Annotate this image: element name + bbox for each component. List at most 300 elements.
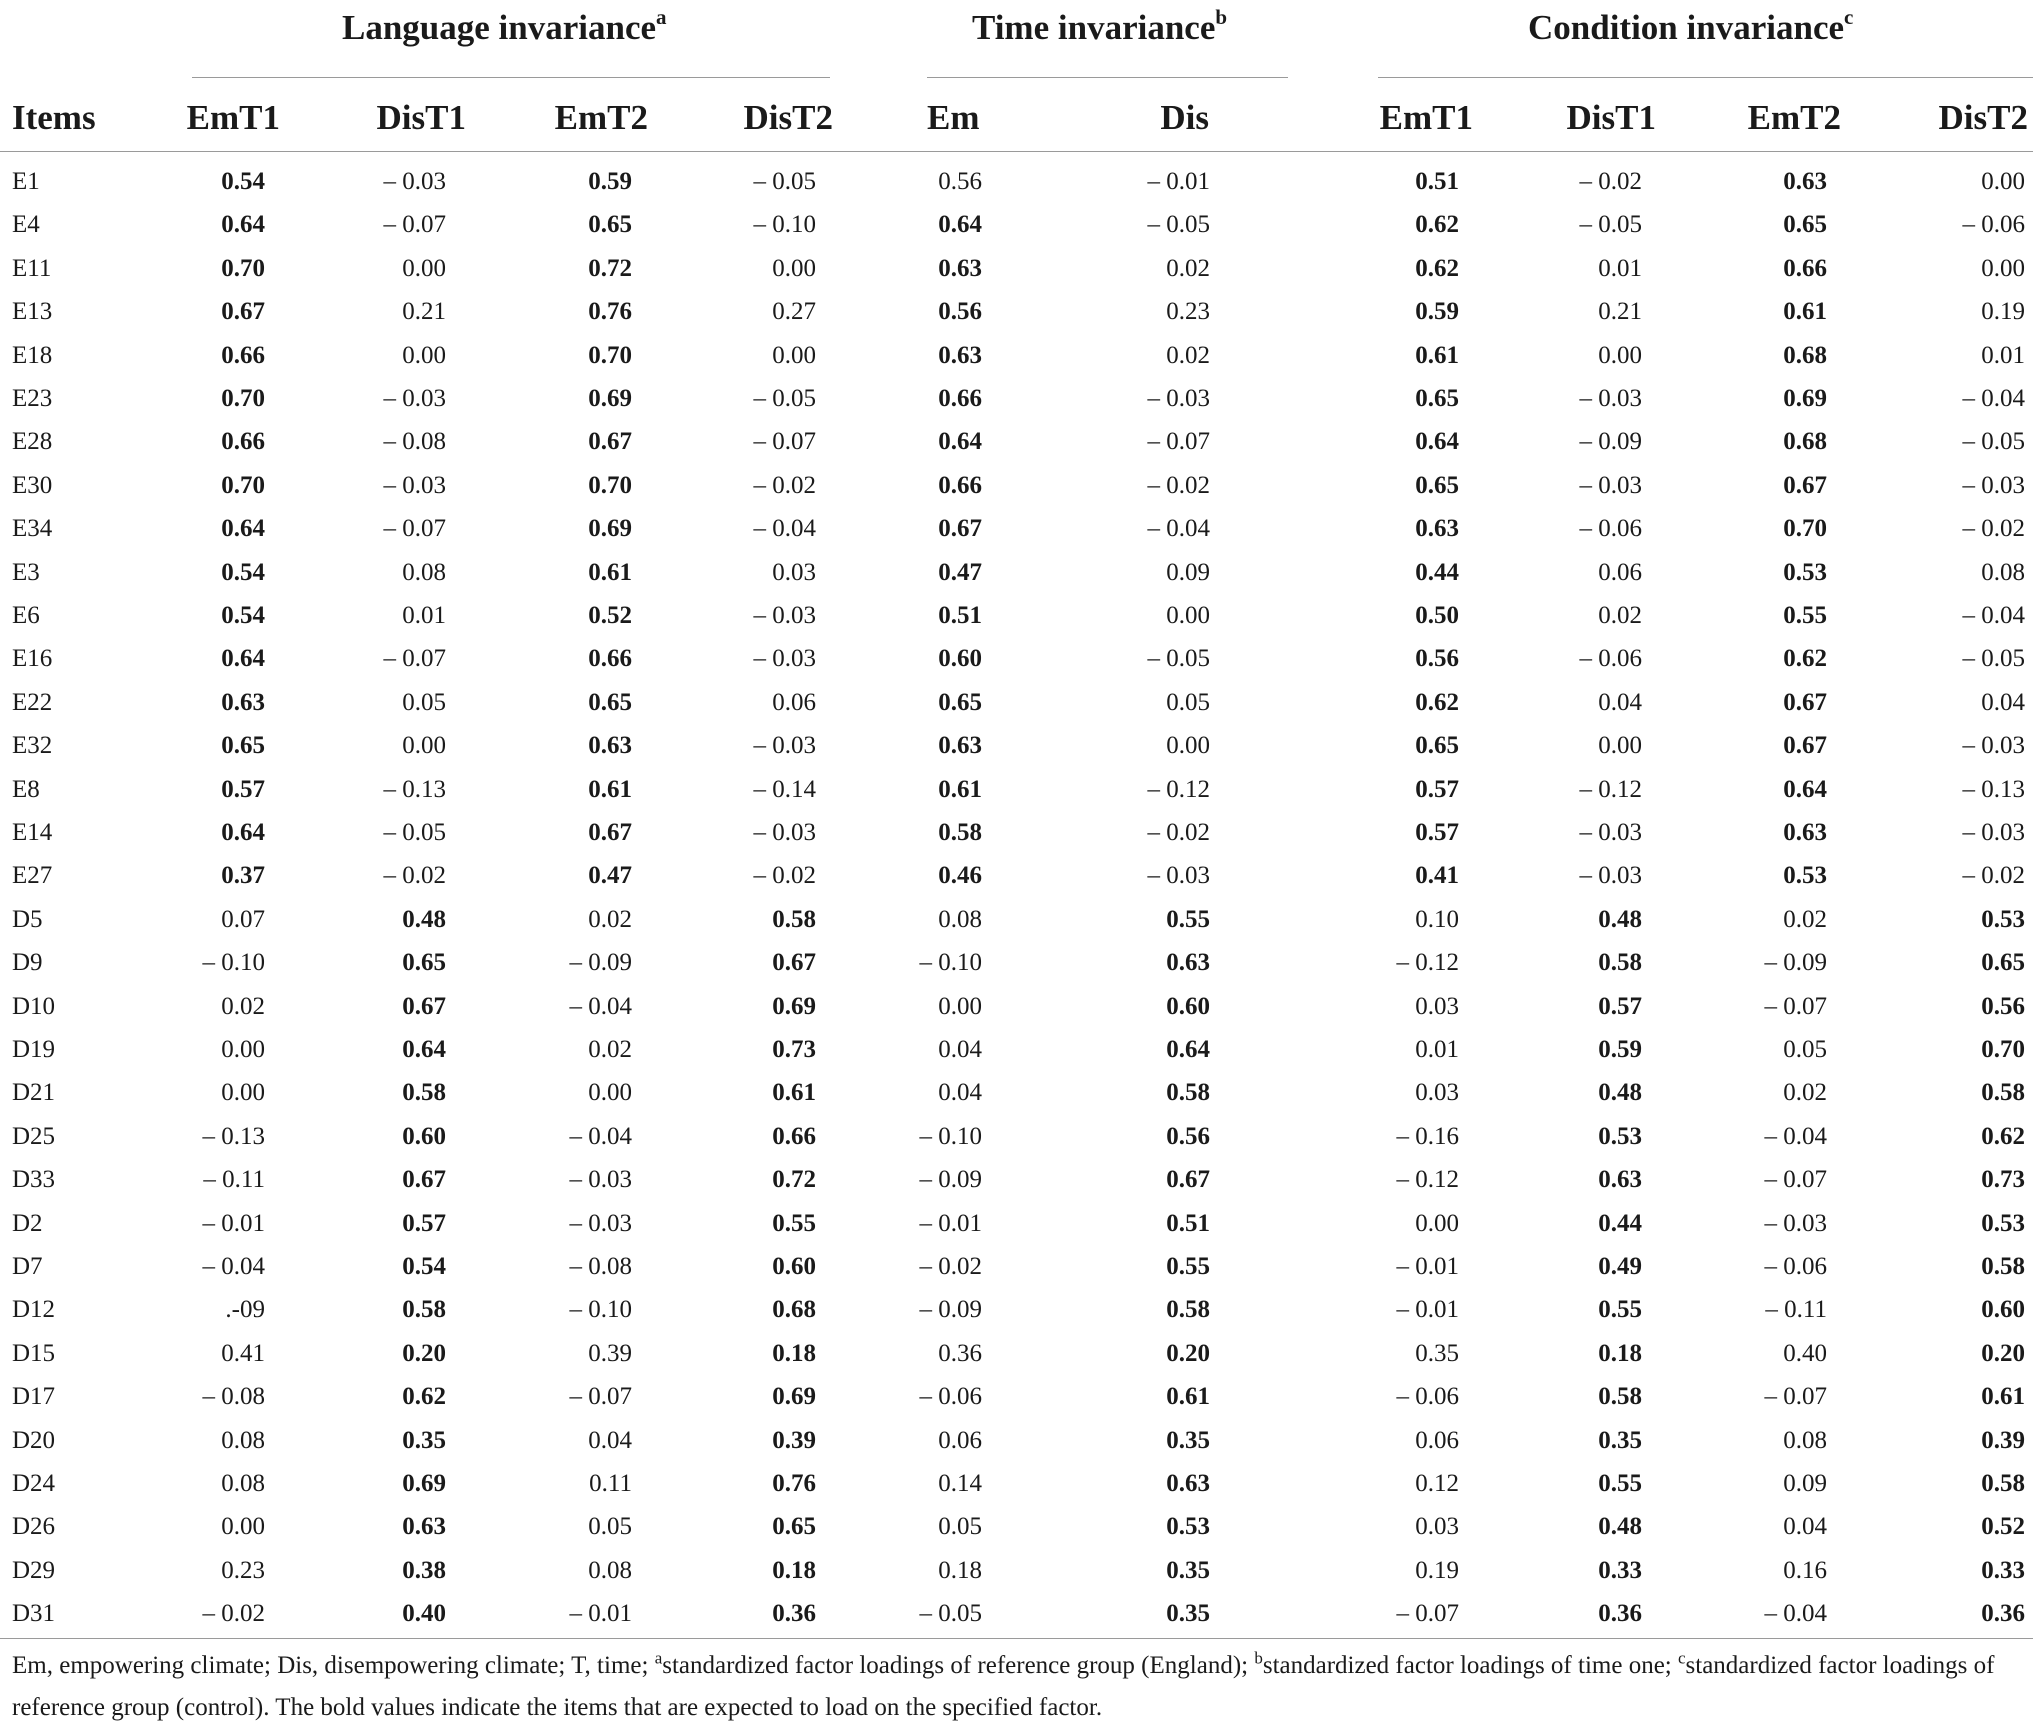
loading-cell: 0.58 xyxy=(1981,1470,2025,1497)
loading-cell: 0.08 xyxy=(938,905,982,933)
loading-cell: 0.01 xyxy=(1598,254,1642,282)
loading-cell: – 0.11 xyxy=(203,1166,265,1194)
group-label: Condition invariance xyxy=(1528,8,1845,47)
loading-cell: 0.62 xyxy=(1783,645,1827,673)
loading-cell: 0.70 xyxy=(1981,1036,2025,1063)
loading-cell: 0.69 xyxy=(772,1383,816,1411)
loading-cell: 0.64 xyxy=(402,1036,446,1063)
loading-cell: 0.70 xyxy=(221,471,265,499)
group-rule-condition xyxy=(1378,77,2033,78)
loading-cell: – 0.03 xyxy=(1147,862,1210,890)
loading-cell: – 0.09 xyxy=(919,1296,982,1324)
table-row xyxy=(0,1288,2033,1331)
loading-cell: 0.53 xyxy=(1981,905,2025,933)
item-label: E32 xyxy=(12,732,53,760)
loading-cell: 0.49 xyxy=(1598,1253,1642,1280)
item-label: E13 xyxy=(12,298,53,326)
loading-cell: 0.64 xyxy=(221,645,265,673)
loading-cell: 0.58 xyxy=(772,905,816,933)
loading-cell: – 0.03 xyxy=(753,732,816,760)
loading-cell: 0.08 xyxy=(1783,1426,1827,1454)
loading-cell: 0.69 xyxy=(588,385,632,412)
loading-cell: 0.41 xyxy=(1415,862,1459,890)
footnote-text-4: standardized factor loadings of reference group (control). The bold values indicate the items that are expected to load on the specified factor. xyxy=(12,1652,1995,1721)
loading-cell: 0.33 xyxy=(1981,1556,2025,1584)
loading-cell: 0.65 xyxy=(1415,732,1459,760)
loading-cell: 0.58 xyxy=(1166,1079,1210,1107)
loading-cell: 0.65 xyxy=(402,949,446,977)
loading-cell: – 0.03 xyxy=(1579,385,1642,412)
item-label: D24 xyxy=(12,1470,56,1497)
loading-cell: 0.60 xyxy=(772,1253,816,1280)
loading-cell: 0.54 xyxy=(221,168,265,195)
group-label: Language invariance xyxy=(342,8,657,47)
loading-cell: 0.57 xyxy=(402,1209,446,1237)
loading-cell: 0.62 xyxy=(1415,254,1459,282)
group-header-time xyxy=(972,5,1228,48)
loading-cell: – 0.13 xyxy=(202,1122,265,1150)
loading-cell: 0.67 xyxy=(1783,732,1827,760)
loading-cell: – 0.05 xyxy=(383,819,446,846)
loading-cell: 0.51 xyxy=(938,602,982,629)
table-row xyxy=(0,247,2033,290)
loading-cell: 0.56 xyxy=(1415,645,1459,673)
loading-cell: 0.53 xyxy=(1981,1209,2025,1237)
table-row xyxy=(0,1419,2033,1462)
loading-cell: – 0.06 xyxy=(1579,645,1642,673)
loading-cell: 0.05 xyxy=(1166,688,1210,716)
loading-cell: 0.58 xyxy=(1598,1383,1642,1411)
loading-cell: 0.53 xyxy=(1783,862,1827,890)
loading-cell: – 0.03 xyxy=(1962,819,2025,846)
table-row xyxy=(0,1375,2033,1418)
loading-cell: 0.64 xyxy=(1783,775,1827,803)
loading-cell: – 0.07 xyxy=(1396,1600,1459,1628)
loading-cell: 0.04 xyxy=(1981,688,2025,716)
loading-cell: 0.63 xyxy=(1166,1470,1210,1497)
loading-cell: – 0.07 xyxy=(383,515,446,543)
footnote-marker-a: a xyxy=(654,1648,663,1668)
loading-cell: 0.64 xyxy=(221,819,265,846)
loading-cell: – 0.14 xyxy=(753,775,816,803)
loading-cell: 0.67 xyxy=(588,428,632,456)
loading-cell: 0.00 xyxy=(221,1036,265,1063)
item-label: D9 xyxy=(12,949,43,977)
table-row xyxy=(0,768,2033,811)
loading-cell: 0.02 xyxy=(1783,905,1827,933)
item-label: E30 xyxy=(12,471,53,499)
table-row xyxy=(0,290,2033,333)
table-row xyxy=(0,681,2033,724)
loading-cell: 0.64 xyxy=(221,515,265,543)
loading-cell: 0.59 xyxy=(588,168,632,195)
loading-cell: 0.59 xyxy=(1598,1036,1642,1063)
loading-cell: – 0.10 xyxy=(569,1296,632,1324)
loading-cell: – 0.05 xyxy=(1147,645,1210,673)
loading-cell: – 0.05 xyxy=(1147,211,1210,239)
loading-cell: 0.65 xyxy=(221,732,265,760)
group-footnote-marker: c xyxy=(1844,5,1854,30)
loading-cell: 0.58 xyxy=(1981,1079,2025,1107)
loading-cell: – 0.04 xyxy=(1962,602,2025,629)
loading-cell: – 0.03 xyxy=(1579,819,1642,846)
loading-cell: – 0.02 xyxy=(1579,168,1642,195)
loading-cell: 0.63 xyxy=(1166,949,1210,977)
loading-cell: 0.72 xyxy=(772,1166,816,1194)
loading-cell: 0.63 xyxy=(938,341,982,369)
loading-cell: 0.68 xyxy=(1783,341,1827,369)
loading-cell: 0.00 xyxy=(221,1513,265,1541)
loading-cell: 0.00 xyxy=(1166,602,1210,629)
loading-cell: 0.70 xyxy=(221,385,265,412)
loading-cell: – 0.06 xyxy=(919,1383,982,1411)
item-label: E27 xyxy=(12,862,53,890)
loading-cell: – 0.08 xyxy=(383,428,446,456)
loading-cell: 0.03 xyxy=(772,558,816,586)
loading-cell: 0.61 xyxy=(1981,1383,2025,1411)
loading-cell: 0.76 xyxy=(772,1470,816,1497)
table-row xyxy=(0,637,2033,680)
loading-cell: 0.58 xyxy=(1981,1253,2025,1280)
loading-cell: 0.21 xyxy=(1598,298,1642,326)
item-label: D2 xyxy=(12,1209,43,1237)
loading-cell: 0.62 xyxy=(1981,1122,2025,1150)
loading-cell: 0.02 xyxy=(221,992,265,1020)
loading-cell: 0.00 xyxy=(772,254,816,282)
loading-cell: 0.00 xyxy=(402,254,446,282)
loading-cell: – 0.04 xyxy=(1764,1600,1827,1628)
loading-cell: 0.57 xyxy=(1415,775,1459,803)
loading-cell: – 0.04 xyxy=(202,1253,265,1280)
loading-cell: 0.27 xyxy=(772,298,816,326)
loading-cell: – 0.03 xyxy=(753,602,816,629)
loading-cell: 0.19 xyxy=(1415,1556,1459,1584)
group-header-language xyxy=(342,5,667,48)
table-footnote xyxy=(12,1645,2022,1729)
loading-cell: – 0.04 xyxy=(1147,515,1210,543)
loading-cell: 0.40 xyxy=(402,1600,446,1628)
loading-cell: – 0.07 xyxy=(383,645,446,673)
loading-cell: – 0.09 xyxy=(1579,428,1642,456)
loading-cell: 0.76 xyxy=(588,298,632,326)
loading-cell: – 0.03 xyxy=(1579,471,1642,499)
loading-cell: 0.62 xyxy=(402,1383,446,1411)
table-row xyxy=(0,1202,2033,1245)
item-label: D26 xyxy=(12,1513,56,1541)
table-row xyxy=(0,1071,2033,1114)
table-row xyxy=(0,551,2033,594)
group-footnote-marker: a xyxy=(656,5,667,30)
table-row xyxy=(0,724,2033,767)
loading-cell: 0.16 xyxy=(1783,1556,1827,1584)
loading-cell: 0.35 xyxy=(1166,1600,1210,1628)
group-footnote-marker: b xyxy=(1215,5,1228,30)
loading-cell: 0.06 xyxy=(772,688,816,716)
loading-cell: 0.02 xyxy=(1166,341,1210,369)
item-label: D12 xyxy=(12,1296,56,1324)
loading-cell: 0.61 xyxy=(588,775,632,803)
loading-cell: 0.20 xyxy=(1166,1339,1210,1367)
table-row xyxy=(0,1505,2033,1548)
column-header-dis-time: Dis xyxy=(1160,98,1209,137)
loading-cell: 0.67 xyxy=(221,298,265,326)
loading-cell: – 0.03 xyxy=(1147,385,1210,412)
loading-cell: 0.39 xyxy=(772,1426,816,1454)
loading-cell: 0.70 xyxy=(588,471,632,499)
loading-cell: 0.63 xyxy=(402,1513,446,1541)
loading-cell: – 0.07 xyxy=(1764,1166,1827,1194)
loading-cell: 0.69 xyxy=(588,515,632,543)
loading-cell: 0.55 xyxy=(1598,1296,1642,1324)
loading-cell: – 0.03 xyxy=(569,1209,632,1237)
loading-cell: 0.67 xyxy=(1783,471,1827,499)
loading-cell: 0.35 xyxy=(1415,1339,1459,1367)
item-label: D17 xyxy=(12,1383,56,1411)
loading-cell: 0.00 xyxy=(1981,254,2025,282)
table-row xyxy=(0,507,2033,550)
loading-cell: – 0.03 xyxy=(753,819,816,846)
loading-cell: 0.54 xyxy=(221,602,265,629)
loading-cell: 0.66 xyxy=(772,1122,816,1150)
loading-cell: 0.50 xyxy=(1415,602,1459,629)
loading-cell: – 0.05 xyxy=(753,168,816,195)
table-row xyxy=(0,941,2033,984)
loading-cell: – 0.03 xyxy=(383,168,446,195)
loading-cell: 0.67 xyxy=(1783,688,1827,716)
loading-cell: 0.66 xyxy=(221,428,265,456)
loading-cell: – 0.02 xyxy=(1962,515,2025,543)
loading-cell: 0.60 xyxy=(1166,992,1210,1020)
loading-cell: – 0.03 xyxy=(1579,862,1642,890)
table-bottom-rule xyxy=(0,1638,2033,1639)
loading-cell: – 0.01 xyxy=(202,1209,265,1237)
loading-cell: 0.02 xyxy=(1166,254,1210,282)
loading-cell: – 0.07 xyxy=(383,211,446,239)
loading-cell: 0.63 xyxy=(938,732,982,760)
loading-cell: – 0.01 xyxy=(569,1600,632,1628)
loading-cell: 0.18 xyxy=(772,1556,816,1584)
loading-cell: 0.56 xyxy=(938,298,982,326)
item-label: E28 xyxy=(12,428,53,456)
loading-cell: 0.47 xyxy=(588,862,632,890)
loading-cell: 0.06 xyxy=(1415,1426,1459,1454)
loading-cell: 0.56 xyxy=(938,168,982,195)
loading-cell: 0.06 xyxy=(938,1426,982,1454)
table-row xyxy=(0,203,2033,246)
loading-cell: 0.08 xyxy=(588,1556,632,1584)
loading-cell: – 0.11 xyxy=(1765,1296,1827,1324)
loading-cell: 0.00 xyxy=(1166,732,1210,760)
loading-cell: 0.68 xyxy=(1783,428,1827,456)
loading-cell: 0.56 xyxy=(1166,1122,1210,1150)
loading-cell: 0.53 xyxy=(1783,558,1827,586)
loading-cell: 0.63 xyxy=(1598,1166,1642,1194)
loading-cell: 0.33 xyxy=(1598,1556,1642,1584)
item-label: E23 xyxy=(12,385,53,412)
loading-cell: 0.05 xyxy=(1783,1036,1827,1063)
loading-cell: 0.18 xyxy=(938,1556,982,1584)
loading-cell: 0.07 xyxy=(221,905,265,933)
loading-cell: 0.08 xyxy=(221,1426,265,1454)
loading-cell: 0.64 xyxy=(1166,1036,1210,1063)
loading-cell: – 0.01 xyxy=(1396,1253,1459,1280)
loading-cell: 0.70 xyxy=(1783,515,1827,543)
loading-cell: – 0.06 xyxy=(1579,515,1642,543)
loading-cell: 0.09 xyxy=(1783,1470,1827,1497)
table-row xyxy=(0,811,2033,854)
group-label: Time invariance xyxy=(972,8,1216,47)
loading-cell: – 0.07 xyxy=(569,1383,632,1411)
loading-cell: 0.55 xyxy=(1166,1253,1210,1280)
loading-cell: 0.00 xyxy=(938,992,982,1020)
table-row xyxy=(0,377,2033,420)
loading-cell: 0.09 xyxy=(1166,558,1210,586)
loading-cell: 0.55 xyxy=(1166,905,1210,933)
loading-cell: 0.39 xyxy=(588,1339,632,1367)
loading-cell: 0.01 xyxy=(1981,341,2025,369)
loading-cell: 0.06 xyxy=(1598,558,1642,586)
column-header-dist2-condition: DisT2 xyxy=(1938,98,2028,137)
loading-cell: – 0.03 xyxy=(383,471,446,499)
loading-cell: 0.02 xyxy=(588,1036,632,1063)
loading-cell: 0.20 xyxy=(1981,1339,2025,1367)
loading-cell: 0.65 xyxy=(1415,385,1459,412)
loading-cell: 0.38 xyxy=(402,1556,446,1584)
loading-cell: 0.72 xyxy=(588,254,632,282)
loading-cell: – 0.04 xyxy=(753,515,816,543)
loading-cell: 0.08 xyxy=(221,1470,265,1497)
loading-cell: – 0.06 xyxy=(1962,211,2025,239)
loading-cell: – 0.03 xyxy=(1962,732,2025,760)
loading-cell: 0.00 xyxy=(1981,168,2025,195)
loading-cell: – 0.01 xyxy=(1147,168,1210,195)
loading-cell: – 0.09 xyxy=(569,949,632,977)
loading-cell: – 0.05 xyxy=(753,385,816,412)
loading-cell: 0.48 xyxy=(402,905,446,933)
loading-cell: – 0.04 xyxy=(569,1122,632,1150)
loading-cell: 0.67 xyxy=(772,949,816,977)
loading-cell: 0.14 xyxy=(938,1470,982,1497)
footnote-marker-c: c xyxy=(1677,1648,1686,1668)
loading-cell: 0.58 xyxy=(402,1079,446,1107)
loading-cell: – 0.07 xyxy=(753,428,816,456)
loading-cell: 0.73 xyxy=(772,1036,816,1063)
loading-cell: 0.36 xyxy=(772,1600,816,1628)
table-row xyxy=(0,1115,2033,1158)
item-label: D10 xyxy=(12,992,56,1020)
item-label: E1 xyxy=(12,168,40,195)
loading-cell: 0.66 xyxy=(1783,254,1827,282)
loading-cell: 0.03 xyxy=(1415,1079,1459,1107)
loading-cell: 0.05 xyxy=(938,1513,982,1541)
loading-cell: 0.57 xyxy=(221,775,265,803)
loading-cell: – 0.10 xyxy=(919,949,982,977)
loading-cell: 0.03 xyxy=(1415,1513,1459,1541)
loading-cell: 0.36 xyxy=(938,1339,982,1367)
item-label: E8 xyxy=(12,775,40,803)
loading-cell: – 0.13 xyxy=(383,775,446,803)
loading-cell: – 0.02 xyxy=(383,862,446,890)
loading-cell: 0.08 xyxy=(402,558,446,586)
loading-cell: – 0.07 xyxy=(1147,428,1210,456)
loading-cell: 0.62 xyxy=(1415,211,1459,239)
loading-cell: 0.00 xyxy=(1598,732,1642,760)
group-header-condition xyxy=(1528,5,1854,48)
loading-cell: – 0.16 xyxy=(1396,1122,1459,1150)
group-rule-time xyxy=(927,77,1288,78)
item-label: E16 xyxy=(12,645,53,673)
loading-cell: 0.10 xyxy=(1415,905,1459,933)
table-row xyxy=(0,1158,2033,1201)
table-row xyxy=(0,1549,2033,1592)
loading-cell: 0.51 xyxy=(1415,168,1459,195)
item-label: E18 xyxy=(12,341,53,369)
item-label: D33 xyxy=(12,1166,56,1194)
column-header-dist1-language: DisT1 xyxy=(376,98,466,137)
loading-cell: – 0.13 xyxy=(1962,775,2025,803)
column-header-emt2-language: EmT2 xyxy=(554,98,648,137)
loading-cell: 0.37 xyxy=(221,862,265,890)
loading-cell: 0.18 xyxy=(1598,1339,1642,1367)
loading-cell: 0.65 xyxy=(1783,211,1827,239)
loading-cell: 0.69 xyxy=(772,992,816,1020)
loading-cell: 0.02 xyxy=(1783,1079,1827,1107)
loading-cell: 0.48 xyxy=(1598,1079,1642,1107)
table-row xyxy=(0,1028,2033,1071)
loading-cell: 0.00 xyxy=(402,732,446,760)
loading-cell: 0.58 xyxy=(938,819,982,846)
item-label: E4 xyxy=(12,211,40,239)
loading-cell: 0.39 xyxy=(1981,1426,2025,1454)
loading-cell: 0.05 xyxy=(588,1513,632,1541)
table-row xyxy=(0,1462,2033,1505)
item-label: D5 xyxy=(12,905,43,933)
table-row xyxy=(0,334,2033,377)
loading-cell: 0.35 xyxy=(1166,1556,1210,1584)
loading-cell: 0.52 xyxy=(1981,1513,2025,1541)
loading-cell: 0.63 xyxy=(588,732,632,760)
table-row xyxy=(0,985,2033,1028)
loading-cell: 0.44 xyxy=(1598,1209,1642,1237)
loading-cell: 0.61 xyxy=(772,1079,816,1107)
loading-cell: 0.00 xyxy=(1415,1209,1459,1237)
item-label: D19 xyxy=(12,1036,56,1063)
loading-cell: 0.01 xyxy=(402,602,446,629)
loading-cell: – 0.03 xyxy=(383,385,446,412)
item-label: D21 xyxy=(12,1079,56,1107)
loading-cell: 0.67 xyxy=(402,1166,446,1194)
loading-cell: 0.54 xyxy=(402,1253,446,1280)
loading-cell: 0.61 xyxy=(938,775,982,803)
loading-cell: – 0.09 xyxy=(919,1166,982,1194)
loading-cell: – 0.06 xyxy=(1396,1383,1459,1411)
item-label: D31 xyxy=(12,1600,56,1628)
loading-cell: – 0.05 xyxy=(1962,428,2025,456)
column-header-emt2-condition: EmT2 xyxy=(1747,98,1841,137)
loading-cell: 0.11 xyxy=(589,1470,632,1497)
loading-cell: 0.70 xyxy=(588,341,632,369)
loading-cell: 0.55 xyxy=(1598,1470,1642,1497)
loading-cell: 0.60 xyxy=(938,645,982,673)
loading-cell: 0.65 xyxy=(588,211,632,239)
loading-cell: 0.68 xyxy=(772,1296,816,1324)
loading-cell: 0.02 xyxy=(588,905,632,933)
item-label: E22 xyxy=(12,688,53,716)
item-label: E6 xyxy=(12,602,40,629)
loading-cell: 0.23 xyxy=(221,1556,265,1584)
loading-cell: – 0.05 xyxy=(1579,211,1642,239)
footnote-text-1: Em, empowering climate; Dis, disempowering climate; T, time; xyxy=(12,1652,655,1679)
